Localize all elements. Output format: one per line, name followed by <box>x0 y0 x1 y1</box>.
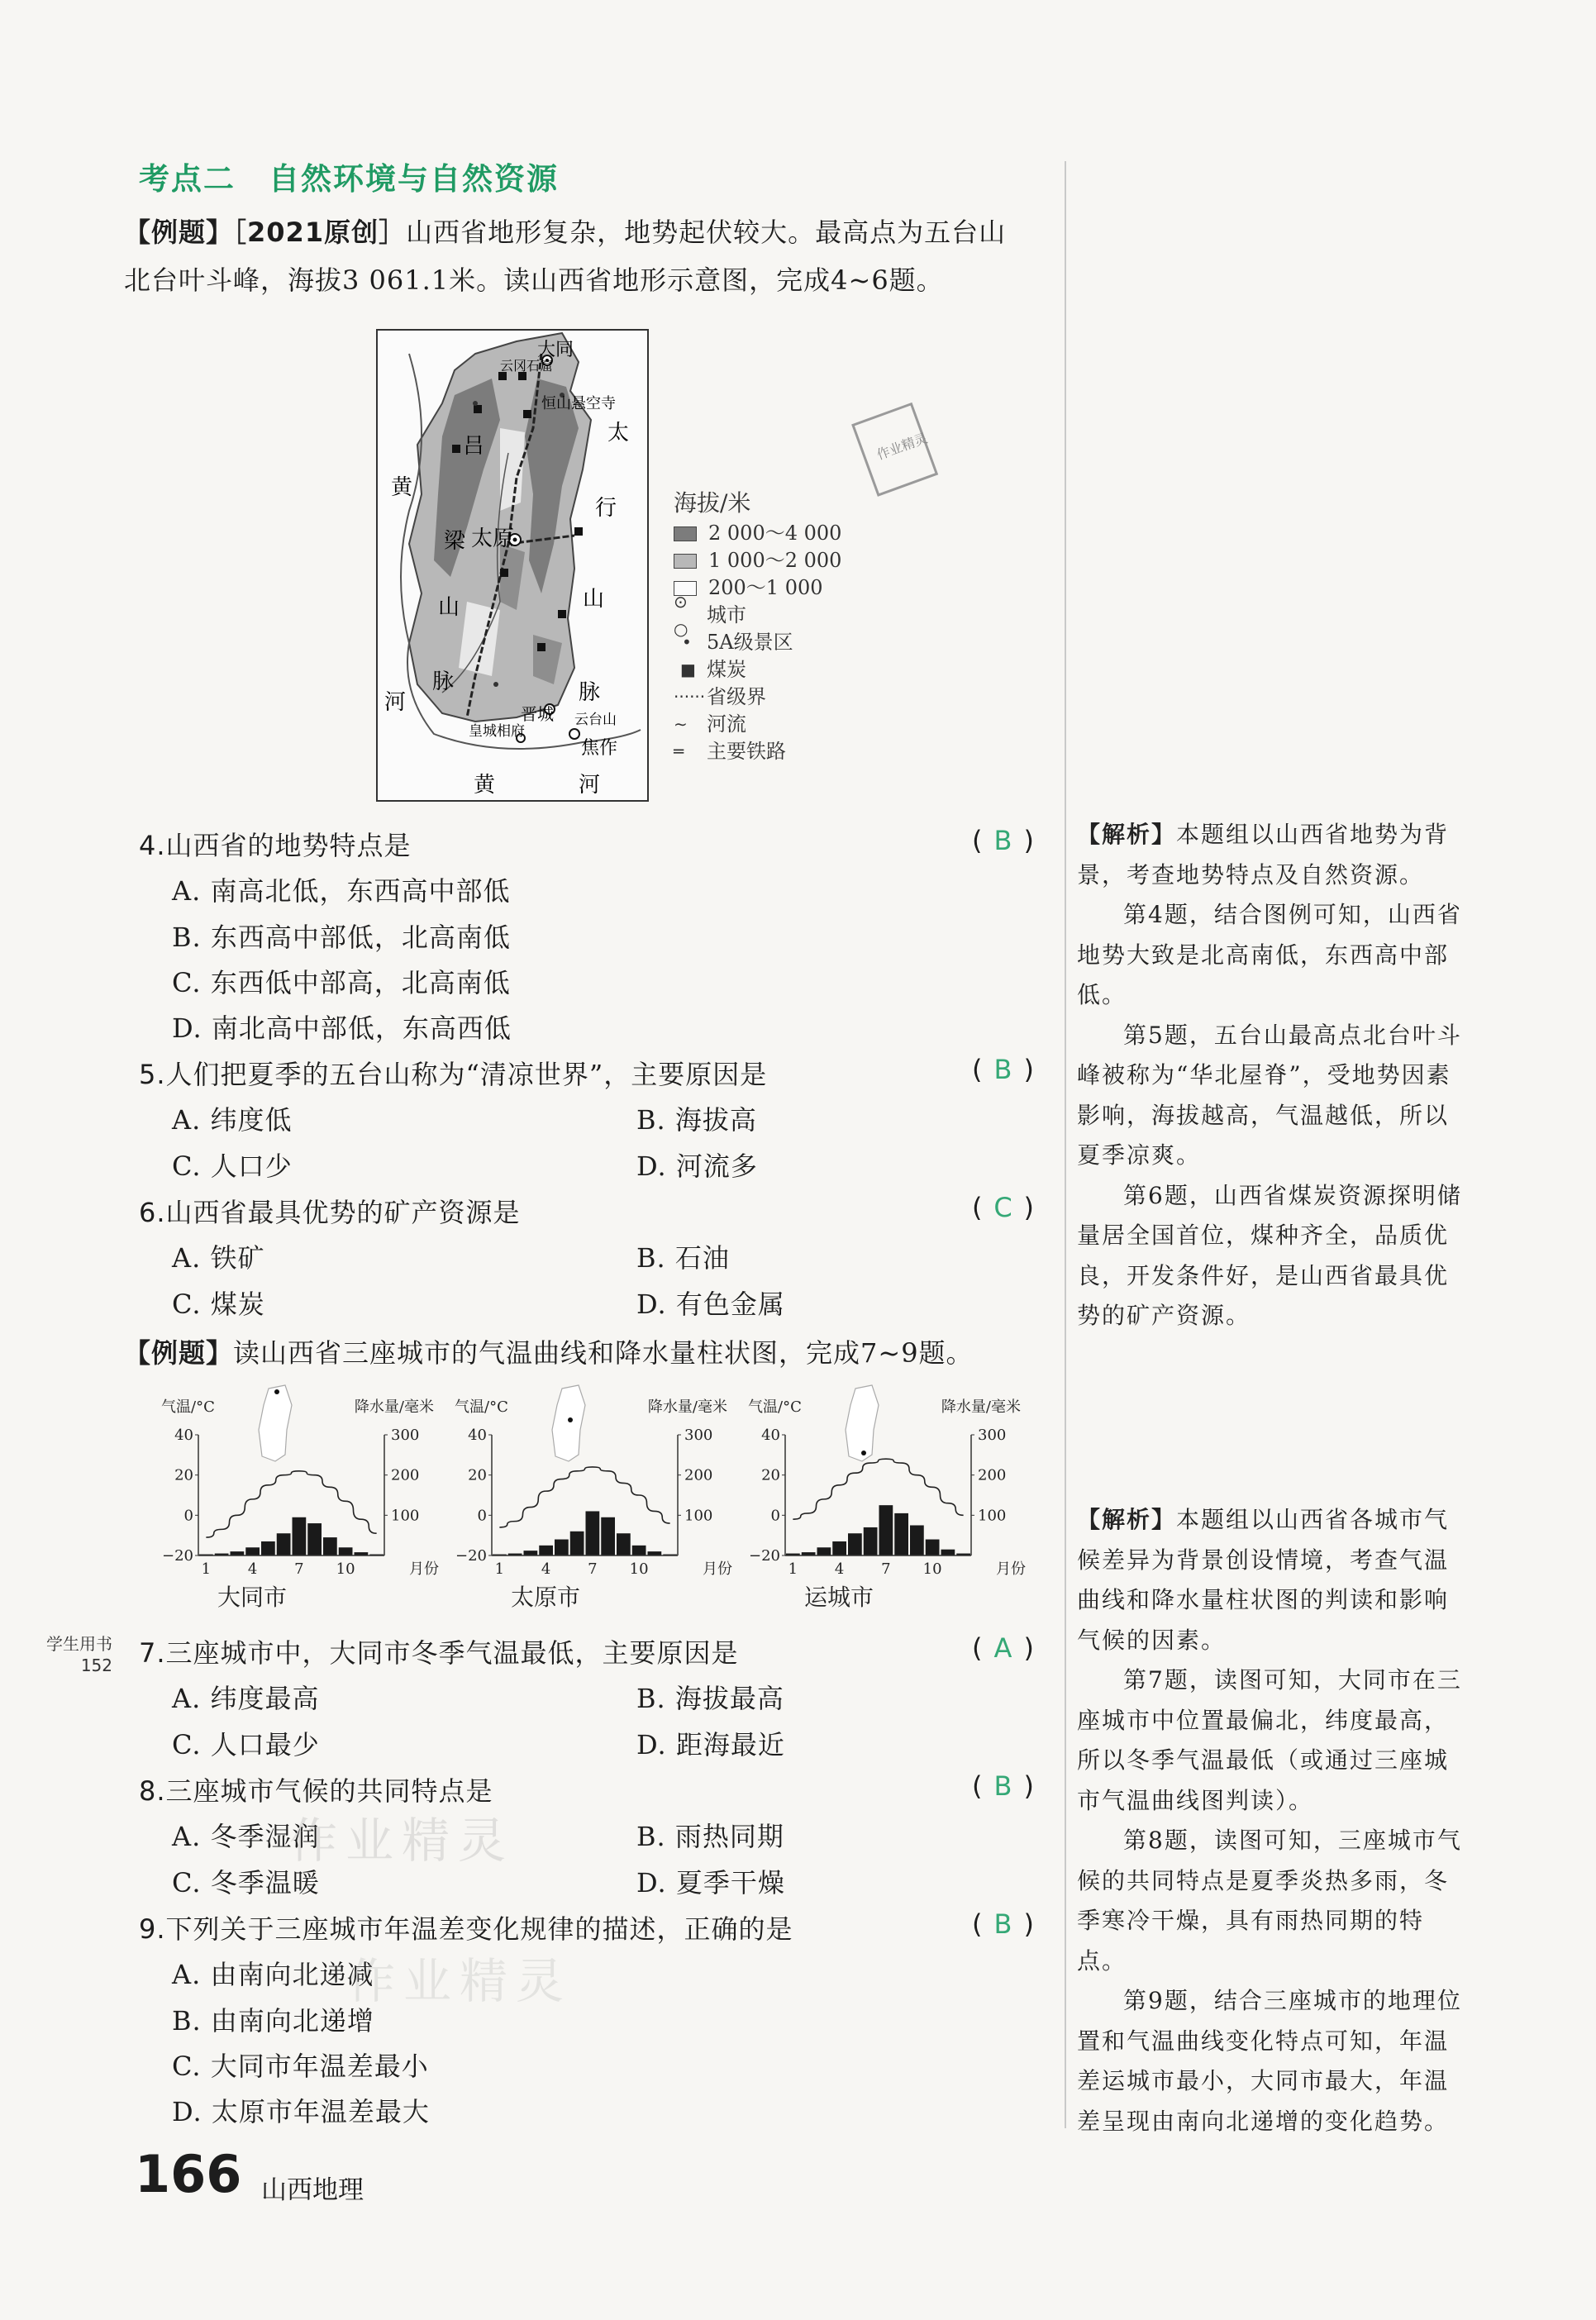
question-4: 4.山西省的地势特点是 <box>139 830 412 861</box>
precip-bar <box>848 1533 862 1555</box>
city-icon: ⊙ ○ <box>674 591 688 639</box>
temp-tick-label: −20 <box>749 1547 780 1565</box>
precip-bar <box>293 1517 307 1555</box>
month-tick-label: 4 <box>247 1560 258 1578</box>
map-label: 行 <box>595 496 617 521</box>
city-dot <box>274 1389 279 1394</box>
option: D. 有色金属 <box>636 1289 785 1320</box>
precip-tick-label: 100 <box>391 1507 420 1525</box>
month-tick-label: 7 <box>588 1560 598 1578</box>
precip-bar <box>910 1526 924 1556</box>
map-label: 吕 <box>463 434 485 459</box>
river-icon: ∼ <box>674 714 688 734</box>
precip-bar <box>555 1540 569 1555</box>
precip-bar <box>539 1546 553 1555</box>
temp-tick-label: 20 <box>761 1466 780 1484</box>
question-8: 8.三座城市气候的共同特点是 <box>139 1775 493 1807</box>
map-label: 太 <box>607 421 630 445</box>
watermark: 作业精灵 <box>347 1953 573 2009</box>
month-unit-label: 月份 <box>996 1560 1026 1578</box>
inset-map <box>552 1385 585 1461</box>
precip-bar <box>277 1533 291 1555</box>
temp-tick-label: 0 <box>183 1507 193 1525</box>
option: D. 夏季干燥 <box>636 1867 785 1898</box>
month-unit-label: 月份 <box>703 1560 732 1578</box>
chart-title: 运城市 <box>803 1584 874 1611</box>
precip-tick-label: 300 <box>391 1427 420 1444</box>
section-title: 考点二 自然环境与自然资源 <box>139 161 559 197</box>
temp-tick-label: 40 <box>174 1427 193 1444</box>
side-label: 学生用书 152 <box>46 1634 112 1675</box>
precip-axis-label: 降水量/毫米 <box>941 1398 1021 1416</box>
map-label: 梁 <box>444 529 466 554</box>
precip-bar <box>617 1533 631 1555</box>
answer-5: ( B ) <box>972 1054 1034 1085</box>
scenic-icon: • <box>682 632 692 652</box>
temp-tick-label: 40 <box>468 1427 487 1444</box>
svg-text:作业精灵: 作业精灵 <box>874 430 930 464</box>
question-9: 9.下列关于三座城市年温差变化规律的描述，正确的是 <box>139 1913 793 1945</box>
precip-bar <box>926 1540 940 1555</box>
chart-title: 大同市 <box>217 1584 288 1611</box>
precip-bar <box>817 1547 831 1555</box>
precip-bar <box>879 1505 893 1555</box>
map-label: 云冈石窟 <box>500 358 554 374</box>
option: D. 太原市年温差最大 <box>172 2096 430 2127</box>
month-tick-label: 4 <box>541 1560 551 1578</box>
precip-tick-label: 200 <box>684 1466 713 1484</box>
option: D. 河流多 <box>636 1150 758 1182</box>
month-tick-label: 10 <box>922 1560 942 1578</box>
precip-bar <box>261 1541 275 1555</box>
precip-bar <box>570 1532 584 1555</box>
map-label: 脉 <box>432 669 455 694</box>
option: B. 东西高中部低，北高南低 <box>172 922 511 953</box>
shanxi-topographic-map <box>376 329 649 802</box>
precip-tick-label: 300 <box>978 1427 1007 1444</box>
map-label: 焦作 <box>581 738 618 759</box>
option: C. 大同市年温差最小 <box>172 2051 429 2082</box>
precip-bar <box>339 1547 353 1555</box>
temp-tick-label: −20 <box>162 1547 193 1565</box>
answer-9: ( B ) <box>972 1908 1034 1940</box>
map-label: 大同 <box>537 340 574 360</box>
precip-tick-label: 300 <box>684 1427 713 1444</box>
inset-map <box>259 1385 292 1461</box>
watermark: 作业精灵 <box>289 1813 515 1869</box>
option: A. 由南向北递减 <box>172 1959 374 1990</box>
option: B. 由南向北递增 <box>172 2005 374 2037</box>
watermark-stamp-icon <box>843 395 950 503</box>
option: C. 煤炭 <box>172 1289 265 1320</box>
precip-bar <box>307 1523 322 1555</box>
precip-axis-label: 降水量/毫米 <box>354 1398 434 1416</box>
temp-tick-label: −20 <box>455 1547 487 1565</box>
railway-icon: ═ <box>674 741 684 761</box>
temperature-curve <box>793 1459 963 1519</box>
month-tick-label: 1 <box>201 1560 212 1578</box>
option: C. 人口少 <box>172 1150 293 1182</box>
option: D. 距海最近 <box>636 1729 785 1760</box>
precip-tick-label: 100 <box>684 1507 713 1525</box>
map-label: 山 <box>583 587 605 612</box>
answer-7: ( A ) <box>972 1632 1034 1664</box>
precip-bar <box>941 1550 955 1555</box>
option: C. 冬季温暖 <box>172 1867 320 1898</box>
answer-4: ( B ) <box>972 825 1034 856</box>
month-tick-label: 7 <box>881 1560 891 1578</box>
boundary-icon: ······ <box>674 687 706 707</box>
option: C. 东西低中部高，北高南低 <box>172 967 511 998</box>
option: A. 纬度低 <box>172 1104 293 1136</box>
month-tick-label: 7 <box>294 1560 304 1578</box>
analysis-2: 【解析】本题组以山西省各城市气候差异为背景创设情境，考查气温曲线和降水量柱状图的判读和影响气候的因素。 第7题，读图可知，大同市在三座城市中位置最偏北，纬度最高，所以冬季气温最低（或通过三座城市气温曲线图判读）。 第8题，读图可知，三座城市气候的共同特点是夏季炎热多雨，冬季寒冷干燥，具有雨热同期的特点。 第9题，结合三座城市的地理位置和气温曲线变化特点可知，年温差运城市最小，大同市最大，年温差呈现由南向北递增的变化趋势。 <box>1077 1506 1462 2135</box>
option: A. 冬季湿润 <box>172 1821 320 1852</box>
temperature-curve <box>499 1467 669 1527</box>
map-label: 河 <box>579 773 601 798</box>
map-label: 脉 <box>579 680 601 705</box>
precip-tick-label: 100 <box>978 1507 1007 1525</box>
option: B. 石油 <box>636 1242 730 1274</box>
precip-bar <box>864 1527 878 1555</box>
answer-6: ( C ) <box>972 1192 1034 1223</box>
option: D. 南北高中部低，东高西低 <box>172 1012 512 1044</box>
option: C. 人口最少 <box>172 1729 320 1760</box>
answer-8: ( B ) <box>972 1770 1034 1802</box>
option: A. 铁矿 <box>172 1242 265 1274</box>
question-7: 7.三座城市中，大同市冬季气温最低，主要原因是 <box>139 1637 739 1669</box>
city-dot <box>861 1451 866 1455</box>
precip-bar <box>323 1537 337 1555</box>
temp-tick-label: 20 <box>174 1466 193 1484</box>
precip-bar <box>894 1513 908 1555</box>
example-tag: 【例题】 <box>124 217 234 248</box>
month-tick-label: 1 <box>788 1560 798 1578</box>
precip-bar <box>586 1511 600 1555</box>
option: B. 雨热同期 <box>636 1821 784 1852</box>
question-5: 5.人们把夏季的五台山称为“清凉世界”，主要原因是 <box>139 1059 768 1090</box>
precip-bar <box>632 1546 646 1555</box>
map-label: 恒山悬空寺 <box>541 395 616 412</box>
map-label: 晋城 <box>521 704 554 724</box>
precip-bar <box>245 1547 260 1555</box>
column-divider <box>1065 161 1066 2128</box>
city-dot <box>568 1417 573 1422</box>
climate-charts <box>161 1380 1046 1628</box>
precip-bar <box>832 1541 846 1555</box>
map-label: 黄 <box>474 773 496 798</box>
analysis-1: 【解析】本题组以山西省地势为背景，考查地势特点及自然资源。 第4题，结合图例可知，山西省地势大致是北高南低，东西高中部低。 第5题，五台山最高点北台叶斗峰被称为“华北屋脊”，受地势因素影响，海拔越高，气温越低，所以夏季凉爽。 第6题，山西省煤炭资源探明储量居全国首位，煤种齐全，品质优良，开发条件好，是山西省最具优势的矿产资源。 <box>1077 821 1462 1329</box>
option: A. 南高北低，东西高中部低 <box>172 875 511 907</box>
option: A. 纬度最高 <box>172 1683 320 1714</box>
option: B. 海拔最高 <box>636 1683 784 1714</box>
inset-map <box>846 1385 879 1461</box>
map-label: 河 <box>384 690 407 715</box>
option: B. 海拔高 <box>636 1104 757 1136</box>
map-label: 云台山 <box>574 712 617 728</box>
temp-tick-label: 40 <box>761 1427 780 1444</box>
temp-axis-label: 气温/°C <box>455 1398 508 1416</box>
precip-bar <box>524 1551 538 1555</box>
example1-intro: 【例题】［2021原创］山西省地形复杂，地势起伏较大。最高点为五台山 北台叶斗峰，海拔3 061.1米。读山西省地形示意图，完成4~6题。 <box>124 217 1007 296</box>
map-label: 太原 <box>471 526 515 551</box>
precip-bar <box>601 1517 615 1555</box>
month-tick-label: 10 <box>629 1560 649 1578</box>
precip-axis-label: 降水量/毫米 <box>647 1398 727 1416</box>
temp-tick-label: 0 <box>770 1507 780 1525</box>
temp-axis-label: 气温/°C <box>748 1398 802 1416</box>
book-subject: 山西地理 <box>261 2175 364 2205</box>
example-source: ［2021原创］ <box>233 217 407 248</box>
temp-axis-label: 气温/°C <box>161 1398 215 1416</box>
example2-intro: 【例题】读山西省三座城市的气温曲线和降水量柱状图，完成7~9题。 <box>124 1337 974 1369</box>
page-number: 166 <box>135 2144 242 2204</box>
map-label: 黄 <box>391 475 413 500</box>
coal-icon: ■ <box>680 660 696 679</box>
precip-tick-label: 200 <box>391 1466 420 1484</box>
map-legend: 海拔/米 2 000～4 000 1 000～2 000 200～1 000 ⊙ ○ 城市 • 5A级景区 ■ 煤炭 ······ 省级界 ∼ 河流 ═ 主要铁路 <box>674 489 841 765</box>
map-label: 山 <box>438 595 460 620</box>
month-tick-label: 1 <box>494 1560 505 1578</box>
chart-title: 太原市 <box>510 1584 581 1611</box>
temp-tick-label: 0 <box>477 1507 487 1525</box>
map-label: 皇城相府 <box>469 723 525 740</box>
month-tick-label: 4 <box>834 1560 845 1578</box>
temperature-curve <box>206 1471 376 1537</box>
month-tick-label: 10 <box>336 1560 355 1578</box>
precip-tick-label: 200 <box>978 1466 1007 1484</box>
question-6: 6.山西省最具优势的矿产资源是 <box>139 1197 521 1228</box>
temp-tick-label: 20 <box>468 1466 487 1484</box>
month-unit-label: 月份 <box>409 1560 439 1578</box>
